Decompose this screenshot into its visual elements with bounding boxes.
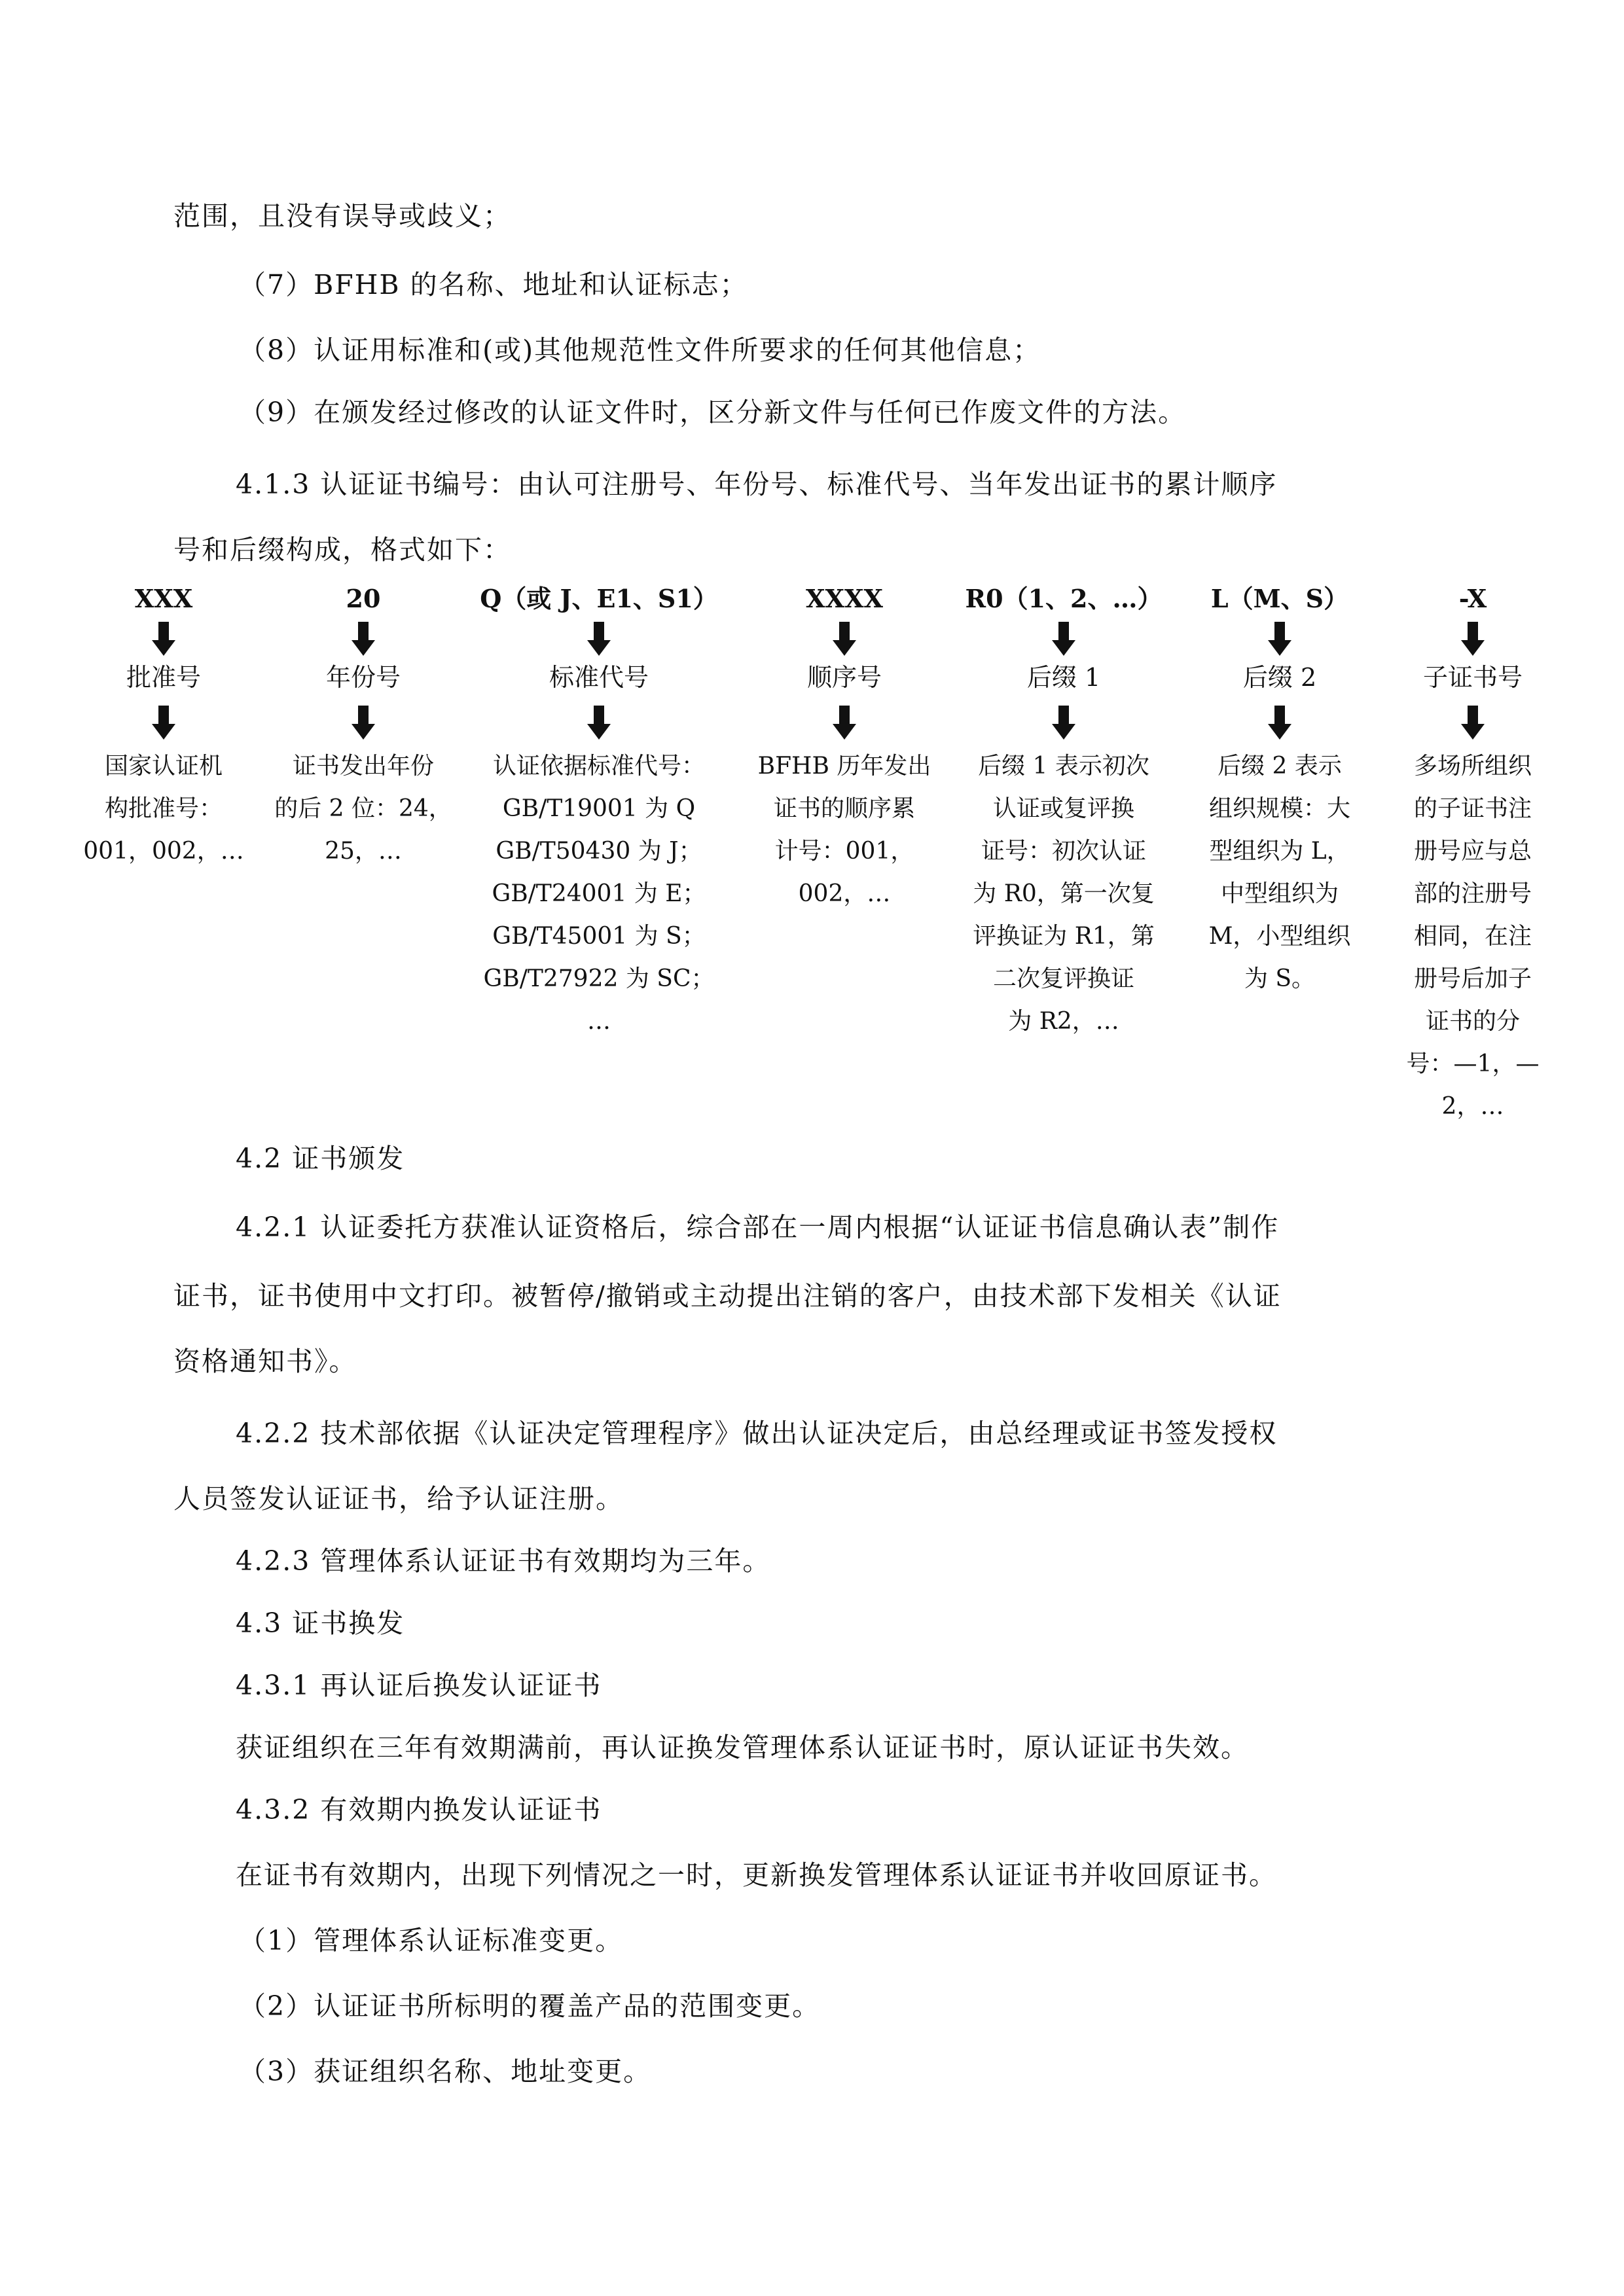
paragraph-scope-end: 范围，且没有误导或歧义； (173, 200, 511, 232)
format-code: L（M、S） (1210, 584, 1349, 613)
list-item-change-3: （3）获证组织名称、地址变更。 (239, 2056, 652, 2087)
format-description: 多场所组织 的子证书注 册号应与总 部的注册号 相同，在注 册号后加子 证书的分 号：—1，— 2，… (1406, 753, 1540, 1120)
section-4-1-3-line2: 号和后缀构成，格式如下： (173, 534, 511, 565)
heading-4-3: 4.3 证书换发 (236, 1607, 405, 1639)
arrow-down-icon (956, 706, 1172, 740)
arrow-down-icon (956, 622, 1172, 656)
section-4-1-3-line1: 4.1.3 认证证书编号：由认可注册号、年份号、标准代号、当年发出证书的累计顺序 (236, 469, 1278, 500)
arrow-down-icon (746, 706, 943, 740)
heading-4-3-1: 4.3.1 再认证后换发认证证书 (236, 1670, 602, 1701)
format-description: BFHB 历年发出 证书的顺序累 计号：001， 002，… (757, 753, 931, 907)
format-label: 年份号 (325, 663, 401, 692)
arrow-down-icon (1185, 706, 1375, 740)
section-4-2-1-line2: 证书，证书使用中文打印。被暂停/撤销或主动提出注销的客户，由技术部下发相关《认证 (173, 1280, 1282, 1312)
arrow-down-icon (468, 622, 730, 656)
format-code: Q（或 J、E1、S1） (480, 584, 718, 613)
format-label: 标准代号 (549, 663, 649, 692)
section-4-2-2-line1: 4.2.2 技术部依据《认证决定管理程序》做出认证决定后，由总经理或证书签发授权 (236, 1418, 1278, 1449)
format-label: 子证书号 (1422, 663, 1523, 692)
list-item-change-2: （2）认证证书所标明的覆盖产品的范围变更。 (239, 1990, 821, 2022)
arrow-down-icon (746, 622, 943, 656)
arrow-down-icon (62, 706, 265, 740)
heading-4-3-2: 4.3.2 有效期内换发认证证书 (236, 1794, 602, 1825)
format-description: 后缀 2 表示 组织规模：大 型组织为 L， 中型组织为 M，小型组织 为 S。 (1208, 753, 1351, 992)
format-description: 认证依据标准代号： GB/T19001 为 Q GB/T50430 为 J； GB/T24001 为 E； GB/T45001 为 S； GB/T27922 为 SC； … (483, 753, 715, 1035)
format-code: R0（1、2、…） (965, 584, 1163, 613)
format-label: 后缀 2 (1242, 663, 1317, 692)
list-item-9: （9）在颁发经过修改的认证文件时，区分新文件与任何已作废文件的方法。 (239, 397, 1187, 428)
format-code: XXX (134, 584, 193, 613)
list-item-8: （8）认证用标准和(或)其他规范性文件所要求的任何其他信息； (239, 334, 1041, 366)
arrow-down-icon (265, 622, 461, 656)
format-code: -X (1458, 584, 1487, 613)
paragraph-4-3-2: 在证书有效期内，出现下列情况之一时，更新换发管理体系认证证书并收回原证书。 (236, 1859, 1277, 1891)
arrow-down-icon (468, 706, 730, 740)
format-description: 证书发出年份 的后 2 位：24， 25，… (274, 753, 452, 865)
list-item-change-1: （1）管理体系认证标准变更。 (239, 1925, 624, 1956)
format-label: 后缀 1 (1026, 663, 1101, 692)
arrow-down-icon (1185, 622, 1375, 656)
format-description: 后缀 1 表示初次 认证或复评换 证号：初次认证 为 R0，第一次复 评换证为 R1，第 二次复评换证 为 R2，… (973, 753, 1155, 1035)
arrow-down-icon (62, 622, 265, 656)
arrow-down-icon (1381, 622, 1564, 656)
format-description: 国家认证机 构批准号： 001，002，… (83, 753, 244, 865)
certificate-number-format (0, 583, 1624, 1145)
heading-4-2: 4.2 证书颁发 (236, 1143, 405, 1174)
format-label: 批准号 (126, 663, 201, 692)
format-label: 顺序号 (806, 663, 882, 692)
paragraph-4-3-1: 获证组织在三年有效期满前，再认证换发管理体系认证证书时，原认证证书失效。 (236, 1732, 1249, 1763)
arrow-down-icon (1381, 706, 1564, 740)
arrow-down-icon (265, 706, 461, 740)
section-4-2-1-line1: 4.2.1 认证委托方获准认证资格后，综合部在一周内根据“认证证书信息确认表”制作 (236, 1211, 1280, 1243)
section-4-2-1-line3: 资格通知书》。 (173, 1346, 357, 1377)
list-item-7: （7）BFHB 的名称、地址和认证标志； (239, 269, 748, 300)
format-code: 20 (346, 584, 381, 613)
format-code: XXXX (806, 584, 883, 613)
section-4-2-3: 4.2.3 管理体系认证证书有效期均为三年。 (236, 1545, 771, 1577)
section-4-2-2-line2: 人员签发认证证书，给予认证注册。 (173, 1483, 624, 1515)
